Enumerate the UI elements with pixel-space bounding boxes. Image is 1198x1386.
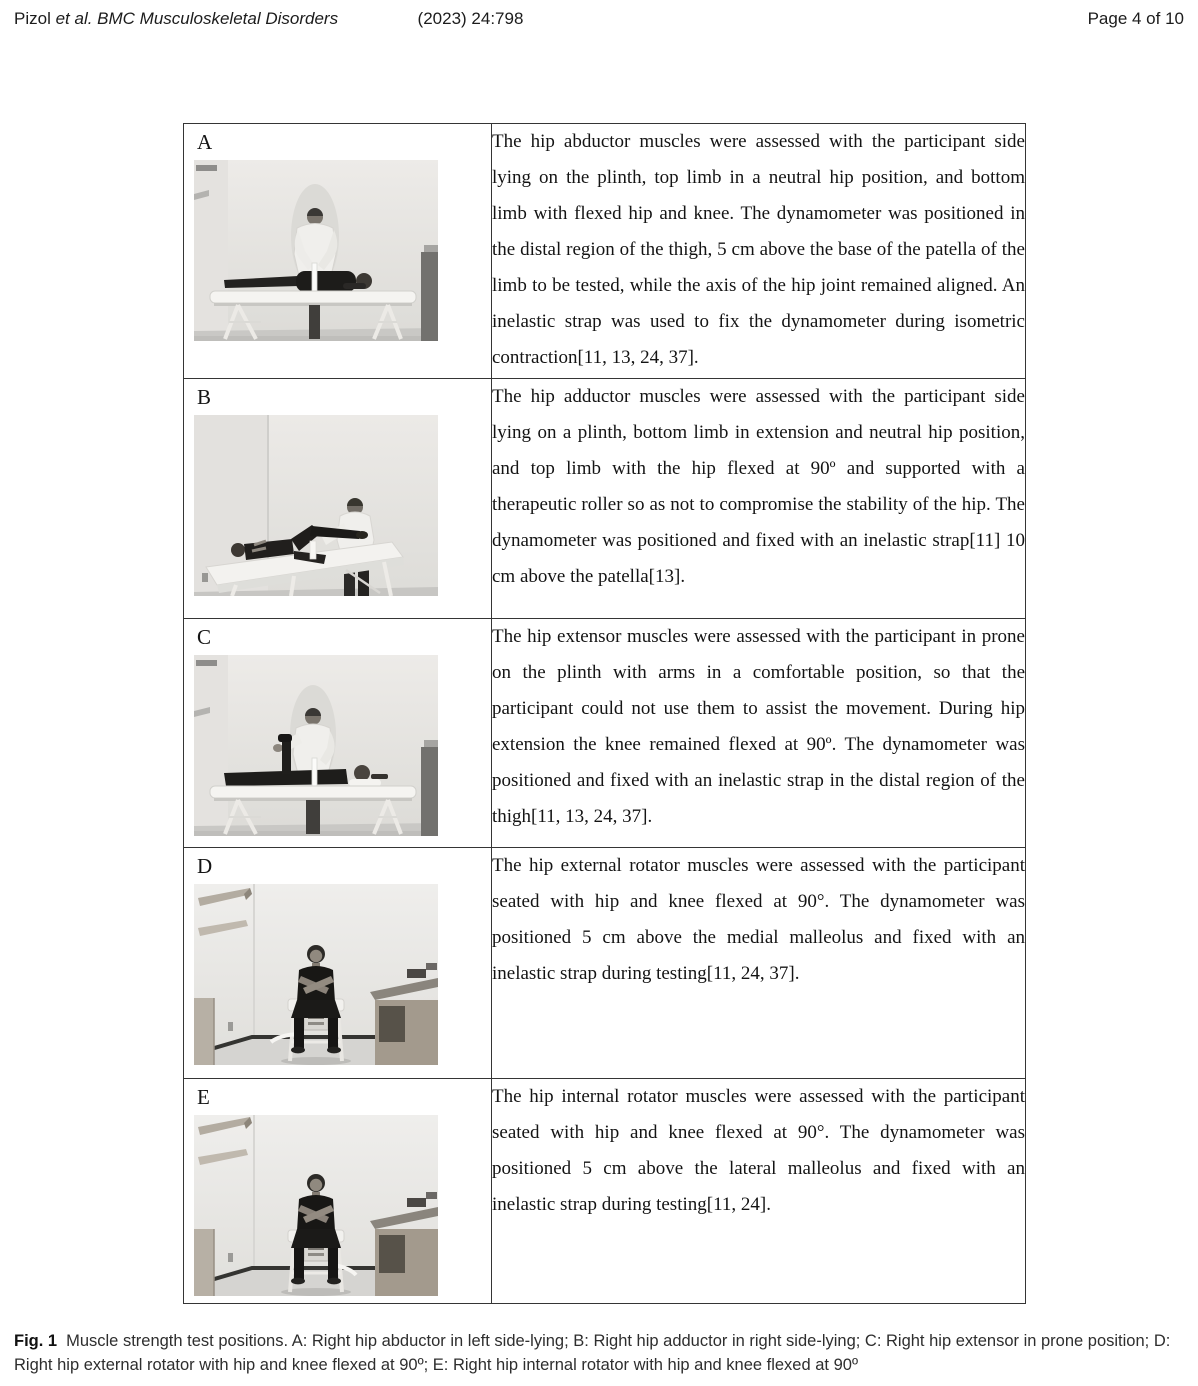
table-row xyxy=(184,848,1026,1079)
panel-label-b: B xyxy=(197,385,212,409)
table-row xyxy=(184,619,1026,848)
panel-e-description: The hip internal rotator muscles were assessed with the participant seated with hip and knee flexed at 90°. The dynamometer was positioned 5 cm above the lateral malleolus and fixed with an inelastic strap during testing[11, 24]. xyxy=(492,1079,1026,1304)
panel-label-a: A xyxy=(197,130,213,154)
panel-c-photo xyxy=(194,655,438,836)
header-journal: et al. BMC Musculoskeletal Disorders xyxy=(55,9,339,28)
panel-d-description: The hip external rotator muscles were assessed with the participant seated with hip and knee flexed at 90°. The dynamometer was positioned 5 cm above the medial malleolus and fixed with an inelastic strap during testing[11, 24, 37]. xyxy=(492,848,1026,1079)
panel-e-photo xyxy=(194,1115,438,1296)
figure-caption xyxy=(14,1330,1188,1378)
panel-d-photo xyxy=(194,884,438,1065)
panel-c-description: The hip extensor muscles were assessed with the participant in prone on the plinth with arms in a comfortable position, so that the participant could not use them to assist the movement. During hip extension the knee remained flexed at 90º. The dynamometer was positioned and fixed with an inelastic strap in the distal region of the thigh[11, 13, 24, 37]. xyxy=(492,619,1026,848)
header-page-number: Page 4 of 10 xyxy=(1087,9,1184,28)
panel-label-d: D xyxy=(197,854,213,878)
table-row xyxy=(184,124,1026,379)
table-row xyxy=(184,379,1026,619)
running-header xyxy=(14,9,1184,29)
panel-b-photo xyxy=(194,415,438,596)
header-citation xyxy=(14,9,523,29)
figure-1-table xyxy=(183,123,1026,1304)
table-row xyxy=(184,1079,1026,1304)
figure-caption-label: Fig. 1 xyxy=(14,1332,58,1350)
panel-a-description: The hip abductor muscles were assessed with the participant side lying on the plinth, top limb in a neutral hip position, and bottom limb with flexed hip and knee. The dynamometer was positioned in the distal region of the thigh, 5 cm above the base of the patella of the limb to be tested, while the axis of the hip joint remained aligned. An inelastic strap was used to fix the dynamometer during isometric contraction[11, 13, 24, 37]. xyxy=(492,124,1026,379)
panel-b-description: The hip adductor muscles were assessed with the participant side lying on a plinth, bottom limb in extension and neutral hip position, and top limb with the hip flexed at 90º and supported with a therapeutic roller so as not to compromise the stability of the hip. The dynamometer was positioned and fixed with an inelastic strap[11] 10 cm above the patella[13]. xyxy=(492,379,1026,619)
figure-caption-text: Muscle strength test positions. A: Right hip abductor in left side-lying; B: Right hip adductor in right side-lying; C: Right hip extensor in prone position; D: Right hip external rotator with hip and knee flexed at 90º; E: Right hip internal rotator with hip and knee flexed at 90º xyxy=(14,1332,1171,1374)
header-volume: (2023) 24:798 xyxy=(417,9,524,28)
panel-a-photo xyxy=(194,160,438,341)
panel-label-c: C xyxy=(197,625,212,649)
header-author: Pizol xyxy=(14,9,51,28)
panel-label-e: E xyxy=(197,1085,210,1109)
